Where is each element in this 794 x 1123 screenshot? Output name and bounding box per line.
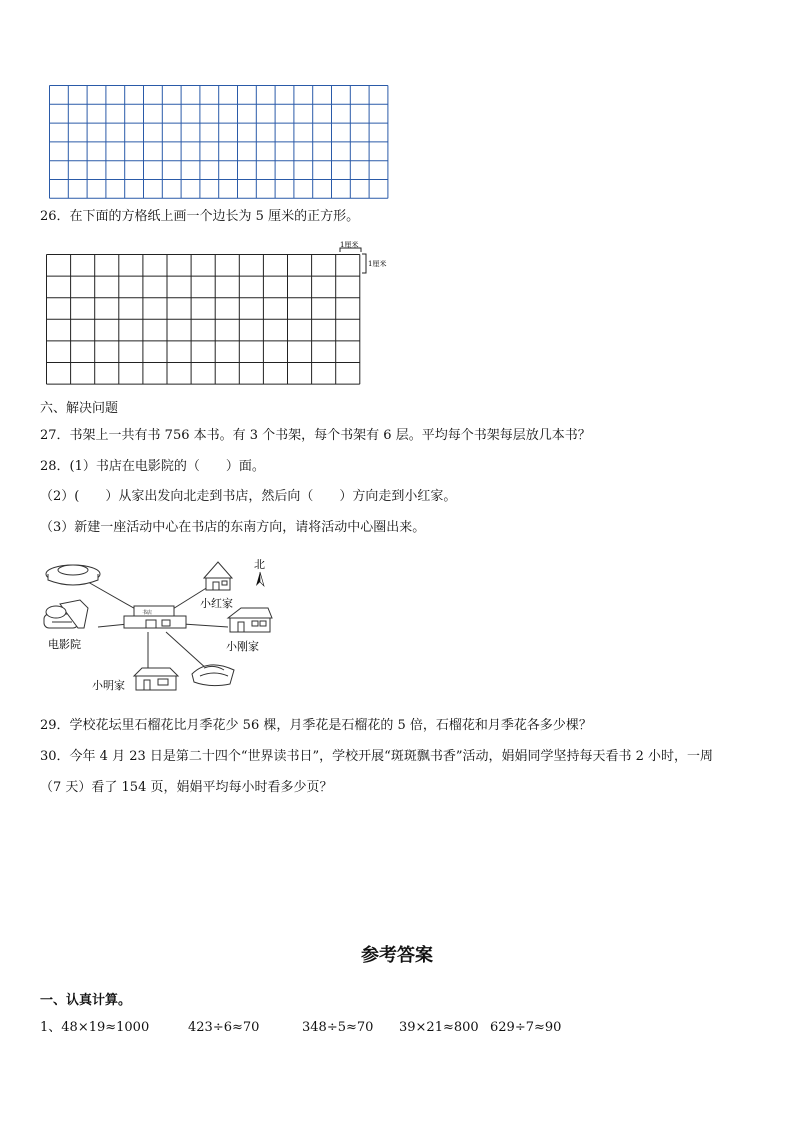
xiaohong-label: 小红家 <box>200 597 233 610</box>
question-27: 27．书架上一共有书 756 本书。有 3 个书架，每个书架有 6 层。平均每个书架每层放几本书？ <box>40 428 591 443</box>
answers-title: 参考答案 <box>361 945 433 966</box>
unit-label-vertical: 1厘米 <box>368 260 387 268</box>
question-29: 29．学校花坛里石榴花比月季花少 56 棵，月季花是石榴花的 5 倍，石榴花和月季花各多少棵？ <box>40 718 592 733</box>
answer-item: 348÷5≈70 <box>302 1020 374 1035</box>
activity-center-icon <box>192 665 234 686</box>
xiaoming-label: 小明家 <box>92 679 125 692</box>
bookstore-building-icon <box>124 606 186 628</box>
answers-section-1: 一、认真计算。 <box>40 993 132 1008</box>
unit-bracket-vertical <box>362 254 366 273</box>
square-grid-paper <box>44 240 394 386</box>
direction-map <box>38 552 288 697</box>
xiaoming-house-icon <box>134 668 178 690</box>
answer-item: 39×21≈800 <box>399 1020 479 1035</box>
unit-label-horizontal: 1厘米 <box>340 241 359 249</box>
stadium-icon <box>46 565 100 585</box>
top-blue-grid <box>48 84 390 200</box>
question-28-part3: （3）新建一座活动中心在书店的东南方向，请将活动中心圈出来。 <box>40 520 426 535</box>
cinema-label: 电影院 <box>48 638 81 651</box>
question-28-part1: 28．(1）书店在电影院的（ ）面。 <box>40 459 265 474</box>
xiaogang-label: 小刚家 <box>226 640 259 653</box>
north-label: 北 <box>254 558 265 571</box>
bookstore-label: 书店 <box>142 610 153 616</box>
question-30-line2: （7 天）看了 154 页，娟娟平均每小时看多少页？ <box>40 780 333 795</box>
north-arrow-icon <box>256 572 260 586</box>
answer-item: 1、48×19≈1000 <box>40 1020 150 1035</box>
answer-item: 629÷7≈90 <box>490 1020 562 1035</box>
answers-q1-row <box>40 1020 740 1038</box>
xiaogang-house-icon <box>228 608 272 632</box>
question-28-part2: （2）( ）从家出发向北走到书店，然后向（ ）方向走到小红家。 <box>40 489 457 504</box>
cinema-icon <box>44 600 88 628</box>
answer-item: 423÷6≈70 <box>188 1020 260 1035</box>
question-30-line1: 30．今年 4 月 23 日是第二十四个“世界读书日”，学校开展“斑斑飘书香”活动，娟娟同学坚持每天看书 2 小时，一周 <box>40 749 714 764</box>
xiaohong-house-icon <box>204 562 232 590</box>
question-26: 26．在下面的方格纸上画一个边长为 5 厘米的正方形。 <box>40 209 360 224</box>
section-6-heading: 六、解决问题 <box>40 401 119 416</box>
